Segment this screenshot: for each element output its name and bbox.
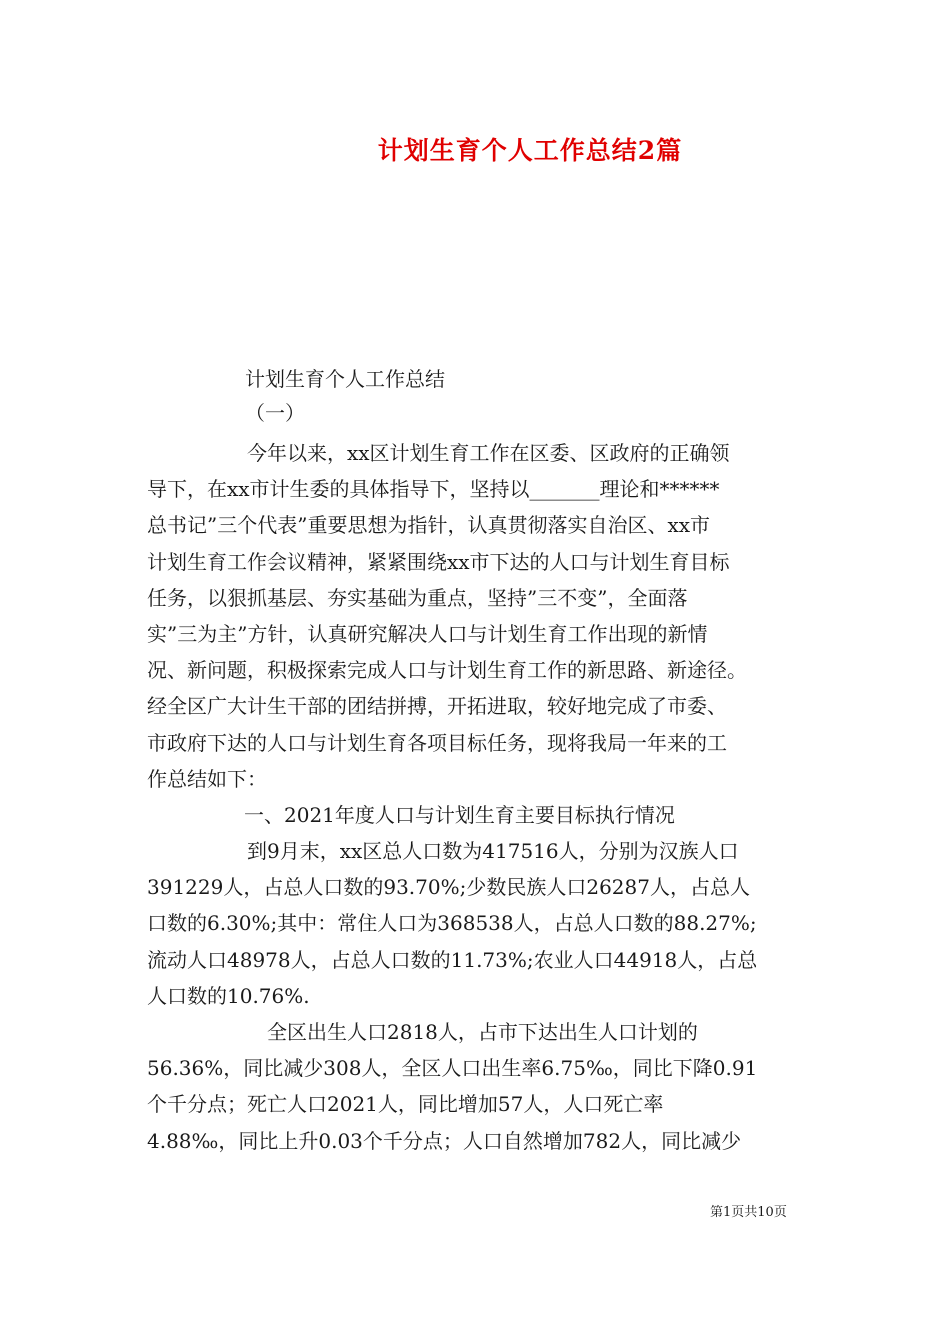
body-line: 全区出生人口2818人，占市下达出生人口计划的 [267, 1020, 698, 1044]
body-line: 导下，在xx市计生委的具体指导下，坚持以_______理论和****** [147, 477, 720, 502]
document-title: 计划生育个人工作总结2篇 [377, 136, 683, 165]
document-subtitle: 计划生育个人工作总结 [245, 367, 445, 391]
body-line: 市政府下达的人口与计划生育各项目标任务，现将我局一年来的工 [147, 730, 727, 755]
body-line: 个千分点；死亡人口2021人，同比增加57人，人口死亡率 [147, 1092, 664, 1117]
body-line: 计划生育工作会议精神，紧紧围绕xx市下达的人口与计划生育目标 [147, 549, 730, 574]
body-line: 391229人，占总人口数的93.70%;少数民族人口26287人，占总人 [147, 875, 750, 900]
body-line: 经全区广大计生干部的团结拼搏，开拓进取，较好地完成了市委、 [147, 694, 727, 719]
section-heading: 一、2021年度人口与计划生育主要目标执行情况 [244, 802, 675, 827]
body-line: 4.88‰，同比上升0.03个千分点；人口自然增加782人，同比减少 [147, 1128, 742, 1153]
body-line: 人口数的10.76%. [147, 983, 310, 1008]
document-body [147, 435, 807, 1159]
body-line: 总书记”三个代表”重要思想为指针，认真贯彻落实自治区、xx市 [147, 513, 711, 538]
body-line: 作总结如下： [147, 766, 267, 791]
body-line: 况、新问题，积极探索完成人口与计划生育工作的新思路、新途径。 [147, 658, 747, 683]
body-line: 流动人口48978人，占总人口数的11.73%;农业人口44918人，占总 [147, 947, 758, 972]
body-line: 任务，以狠抓基层、夯实基础为重点，坚持”三不变”，全面落 [147, 585, 688, 610]
body-line: 口数的6.30%;其中：常住人口为368538人，占总人口数的88.27%; [147, 911, 757, 936]
page-number: 第1页共10页 [710, 1205, 787, 1220]
body-line: 56.36%，同比减少308人，全区人口出生率6.75‰，同比下降0.91 [147, 1056, 758, 1081]
body-line: 到9月末，xx区总人口数为417516人，分别为汉族人口 [247, 839, 739, 864]
section-number: （一） [245, 401, 305, 425]
body-line: 实”三为主”方针，认真研究解决人口与计划生育工作出现的新情 [147, 621, 708, 646]
body-line: 今年以来，xx区计划生育工作在区委、区政府的正确领 [247, 441, 730, 465]
